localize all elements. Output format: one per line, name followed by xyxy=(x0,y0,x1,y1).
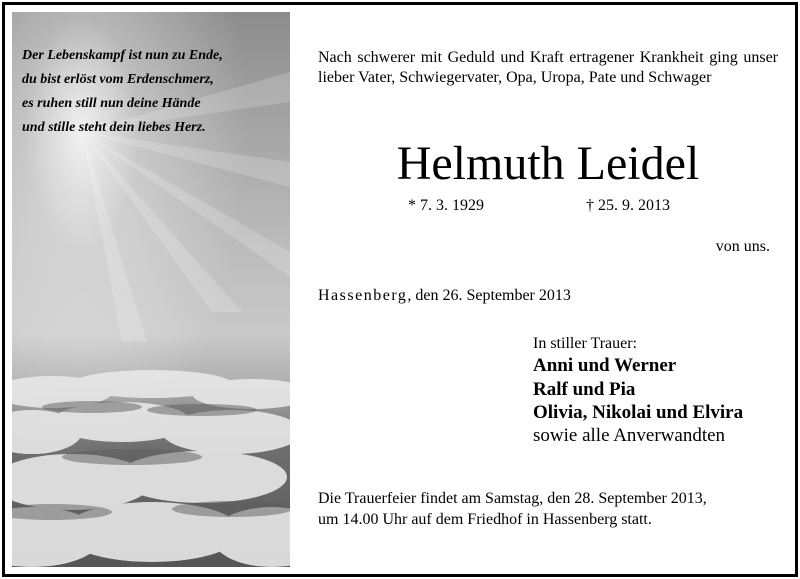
mourners-lead: In stiller Trauer: xyxy=(533,335,637,352)
mourner-name: Ralf und Pia xyxy=(533,378,636,400)
place-date: , den 26. September 2013 xyxy=(407,287,571,304)
memorial-poem xyxy=(22,44,292,140)
poem-line: und stille steht dein liebes Herz. xyxy=(22,120,206,135)
deceased-name: Helmuth Leidel xyxy=(396,137,700,190)
place-town: Hassenberg xyxy=(318,287,408,304)
mourner-name: Anni und Werner xyxy=(533,355,677,376)
place-and-date xyxy=(318,286,571,306)
funeral-line: um 14.00 Uhr auf dem Friedhof in Hassenberg statt. xyxy=(318,511,652,528)
mourners-rest: sowie alle Anverwandten xyxy=(533,424,726,446)
poem-line: es ruhen still nun deine Hände xyxy=(22,96,201,111)
death-date: † 25. 9. 2013 xyxy=(586,197,670,214)
mourners-block xyxy=(533,334,743,447)
funeral-line: Die Trauerfeier findet am Samstag, den 28. September 2013, xyxy=(318,490,707,507)
closing-text: von uns. xyxy=(715,238,770,255)
poem-line: Der Lebenskampf ist nun zu Ende, xyxy=(22,48,223,63)
birth-date: * 7. 3. 1929 xyxy=(408,197,484,214)
intro-text: Nach schwerer mit Geduld und Kraft ertragener Krankheit ging unser lieber Vater, Schwiegervater, Opa, Uropa, Pate und Schwager xyxy=(318,49,778,86)
poem-line: du bist erlöst vom Erdenschmerz, xyxy=(22,72,214,87)
mourner-name: Olivia, Nikolai und Elvira xyxy=(533,402,744,423)
funeral-info xyxy=(318,488,707,530)
